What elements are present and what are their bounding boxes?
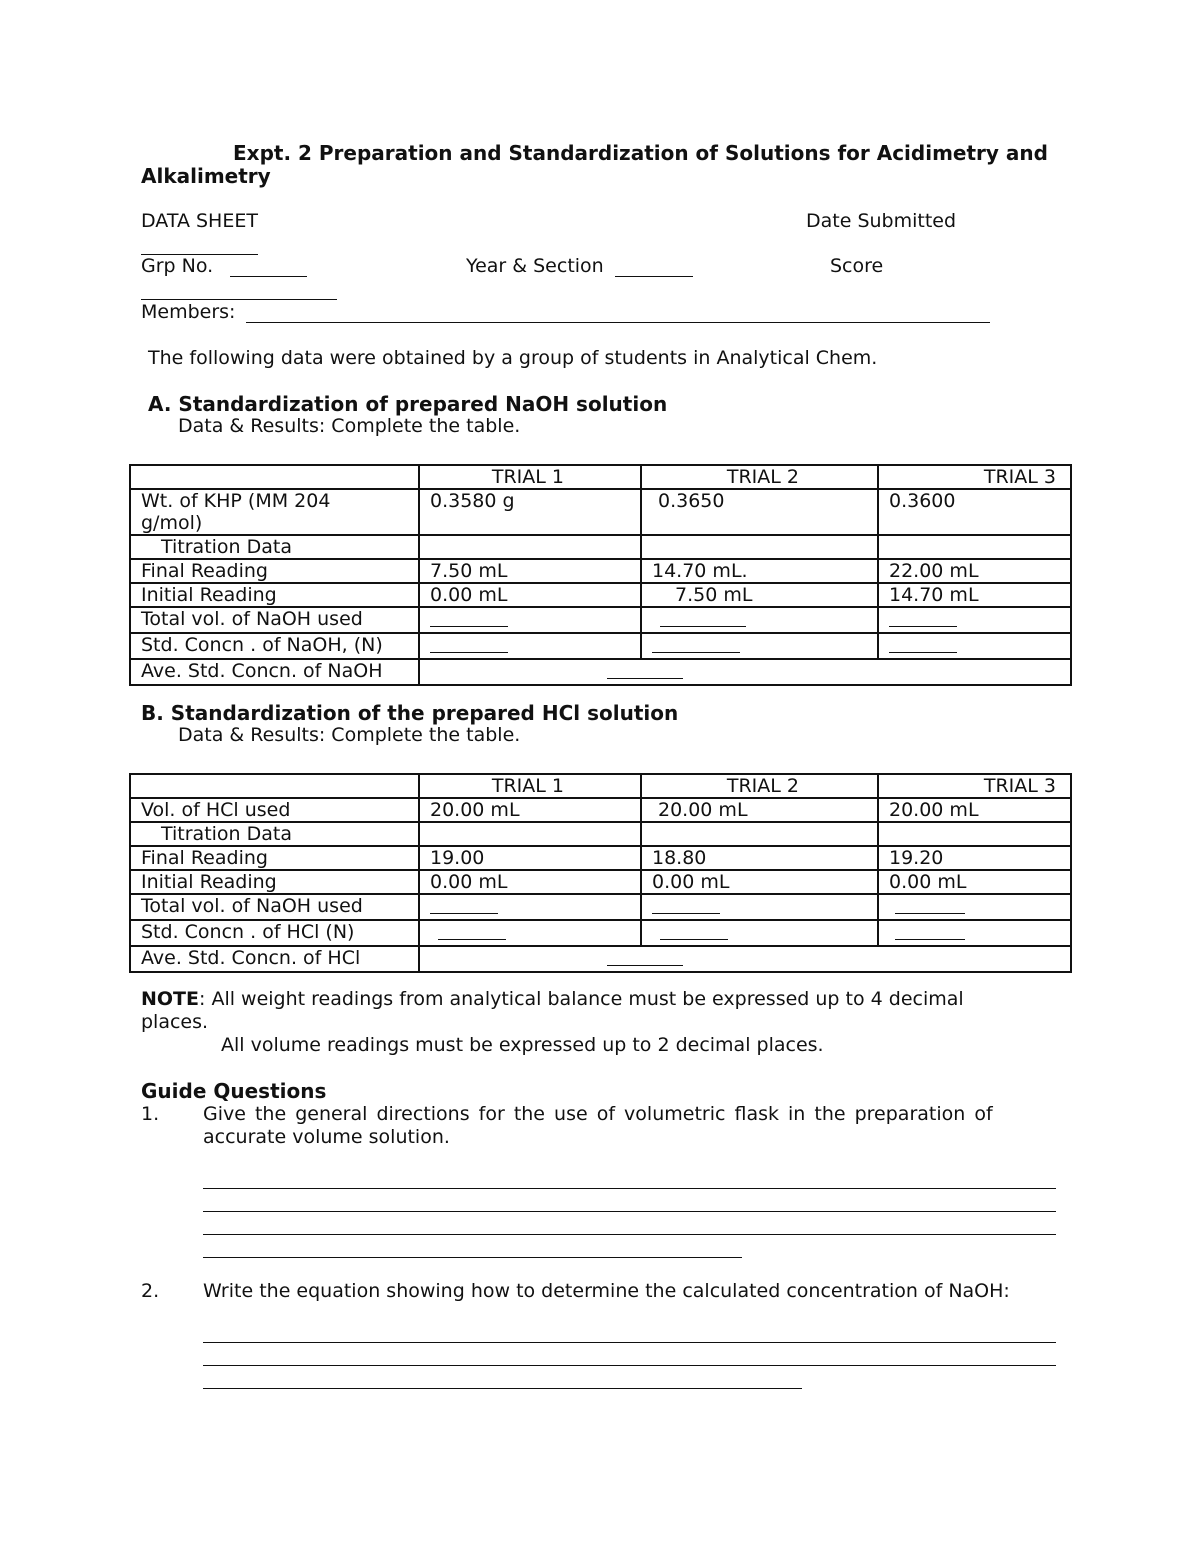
table-row (130, 870, 1071, 894)
header-cell (130, 465, 419, 489)
table-row (130, 920, 1071, 946)
answer-blank[interactable] (607, 947, 683, 966)
cell-trial-1[interactable] (419, 633, 641, 659)
answer-blank[interactable] (607, 660, 683, 679)
question-2-text: Write the equation showing how to determine the calculated concentration of NaOH: (203, 1280, 1010, 1302)
answer-blank[interactable] (660, 921, 728, 940)
header-trial-3: TRIAL 3 (878, 465, 1071, 489)
score-label: Score (830, 255, 884, 277)
note-label: NOTE (141, 988, 199, 1010)
answer-blank[interactable] (660, 608, 746, 627)
question-1-line-2: accurate volume solution. (203, 1126, 450, 1148)
average-cell[interactable] (419, 946, 1071, 972)
answer-blank[interactable] (652, 895, 720, 914)
cell-trial-1[interactable]: 0.00 mL (419, 583, 641, 607)
cell-trial-1[interactable] (419, 920, 641, 946)
members-label: Members: (141, 301, 236, 323)
row-label: Final Reading (130, 846, 419, 870)
cell-trial-2[interactable]: 7.50 mL (641, 583, 878, 607)
answer-line[interactable] (203, 1365, 1056, 1366)
table-row (130, 559, 1071, 583)
cell-trial-2[interactable]: 0.3650 (641, 489, 878, 535)
question-1-line-1: Give the general directions for the use of volumetric flask in the preparation of (203, 1103, 993, 1125)
note-line-1 (141, 988, 964, 1010)
table-row (130, 633, 1071, 659)
grp-no-label: Grp No. (141, 255, 214, 277)
section-b-subheading: Data & Results: Complete the table. (178, 724, 521, 746)
row-label: Titration Data (130, 822, 419, 846)
table-row (130, 822, 1071, 846)
cell-trial-2[interactable] (641, 607, 878, 633)
cell-trial-1[interactable] (419, 607, 641, 633)
answer-line[interactable] (203, 1342, 1056, 1343)
cell-trial-1[interactable]: 20.00 mL (419, 798, 641, 822)
guide-heading: Guide Questions (141, 1079, 327, 1103)
row-label: Initial Reading (130, 583, 419, 607)
cell-trial-1[interactable]: 7.50 mL (419, 559, 641, 583)
row-label-line-1: Wt. of KHP (MM 204 (141, 490, 331, 512)
answer-blank[interactable] (652, 634, 740, 653)
naoh-standardization-table (129, 464, 1072, 686)
answer-line[interactable] (203, 1211, 1056, 1212)
question-1-number: 1. (141, 1103, 160, 1125)
row-label: Total vol. of NaOH used (130, 607, 419, 633)
cell-trial-1[interactable]: 19.00 (419, 846, 641, 870)
cell-trial-2[interactable] (641, 894, 878, 920)
cell-trial-3[interactable] (878, 535, 1071, 559)
answer-blank[interactable] (430, 895, 498, 914)
header-trial-1: TRIAL 1 (419, 774, 641, 798)
data-sheet-label: DATA SHEET (141, 210, 258, 232)
row-label: Ave. Std. Concn. of HCl (130, 946, 419, 972)
header-trial-2: TRIAL 2 (641, 465, 878, 489)
cell-trial-2[interactable] (641, 822, 878, 846)
cell-trial-3[interactable] (878, 894, 1071, 920)
cell-trial-2[interactable]: 14.70 mL. (641, 559, 878, 583)
answer-line[interactable] (203, 1234, 1056, 1235)
cell-trial-3[interactable]: 22.00 mL (878, 559, 1071, 583)
row-label-line-2: g/mol) (141, 512, 203, 534)
section-b-heading: B. Standardization of the prepared HCl solution (141, 701, 679, 725)
table-header-row (130, 465, 1071, 489)
hcl-standardization-table (129, 773, 1072, 973)
table-row (130, 946, 1071, 972)
cell-trial-3[interactable]: 0.3600 (878, 489, 1071, 535)
cell-trial-1[interactable] (419, 535, 641, 559)
answer-blank[interactable] (430, 634, 508, 653)
answer-blank[interactable] (438, 921, 506, 940)
score-field[interactable] (141, 299, 337, 300)
cell-trial-3[interactable]: 0.00 mL (878, 870, 1071, 894)
title-line-2: Alkalimetry (141, 164, 271, 188)
answer-blank[interactable] (895, 895, 965, 914)
table-row (130, 535, 1071, 559)
cell-trial-2[interactable] (641, 535, 878, 559)
note-line-3: All volume readings must be expressed up to 2 decimal places. (221, 1034, 824, 1056)
answer-blank[interactable] (430, 608, 508, 627)
header-trial-3: TRIAL 3 (878, 774, 1071, 798)
cell-trial-1[interactable]: 0.00 mL (419, 870, 641, 894)
section-a-subheading: Data & Results: Complete the table. (178, 415, 521, 437)
header-trial-2: TRIAL 2 (641, 774, 878, 798)
cell-trial-3[interactable] (878, 633, 1071, 659)
answer-line[interactable] (203, 1188, 1056, 1189)
table-header-row (130, 774, 1071, 798)
note-line-2: places. (141, 1011, 209, 1033)
cell-trial-1[interactable]: 0.3580 g (419, 489, 641, 535)
cell-trial-3[interactable] (878, 920, 1071, 946)
year-section-label: Year & Section (466, 255, 604, 277)
row-label: Final Reading (130, 559, 419, 583)
answer-blank[interactable] (889, 608, 957, 627)
row-label: Titration Data (130, 535, 419, 559)
table-row (130, 846, 1071, 870)
title-line-1: Expt. 2 Preparation and Standardization of Solutions for Acidimetry and (233, 141, 1048, 165)
average-cell[interactable] (419, 659, 1071, 685)
table-row (130, 659, 1071, 685)
cell-trial-3[interactable] (878, 822, 1071, 846)
table-row (130, 583, 1071, 607)
date-submitted-label: Date Submitted (806, 210, 957, 232)
members-field[interactable] (246, 322, 990, 323)
table-row (130, 894, 1071, 920)
row-label: Ave. Std. Concn. of NaOH (130, 659, 419, 685)
section-a-heading: A. Standardization of prepared NaOH solution (148, 392, 668, 416)
cell-trial-3[interactable]: 20.00 mL (878, 798, 1071, 822)
row-label: Total vol. of NaOH used (130, 894, 419, 920)
cell-trial-2[interactable]: 18.80 (641, 846, 878, 870)
row-label: Std. Concn . of NaOH, (N) (130, 633, 419, 659)
question-2-number: 2. (141, 1280, 160, 1302)
cell-trial-3[interactable] (878, 607, 1071, 633)
intro-text: The following data were obtained by a group of students in Analytical Chem. (148, 347, 878, 369)
answer-line[interactable] (203, 1388, 802, 1389)
answer-blank[interactable] (889, 634, 957, 653)
cell-trial-1[interactable] (419, 822, 641, 846)
table-row (130, 489, 1071, 535)
header-trial-1: TRIAL 1 (419, 465, 641, 489)
table-row (130, 607, 1071, 633)
table-row (130, 798, 1071, 822)
row-label: Std. Concn . of HCl (N) (130, 920, 419, 946)
cell-trial-3[interactable]: 19.20 (878, 846, 1071, 870)
cell-trial-2[interactable] (641, 920, 878, 946)
cell-trial-2[interactable]: 20.00 mL (641, 798, 878, 822)
cell-trial-2[interactable]: 0.00 mL (641, 870, 878, 894)
row-label (130, 489, 419, 535)
cell-trial-2[interactable] (641, 633, 878, 659)
row-label: Initial Reading (130, 870, 419, 894)
note-text: : All weight readings from analytical balance must be expressed up to 4 decimal (199, 988, 964, 1010)
answer-blank[interactable] (895, 921, 965, 940)
row-label: Vol. of HCl used (130, 798, 419, 822)
answer-line[interactable] (203, 1257, 742, 1258)
cell-trial-3[interactable]: 14.70 mL (878, 583, 1071, 607)
header-cell (130, 774, 419, 798)
year-section-field[interactable] (615, 276, 693, 277)
cell-trial-1[interactable] (419, 894, 641, 920)
grp-no-field[interactable] (230, 276, 307, 277)
